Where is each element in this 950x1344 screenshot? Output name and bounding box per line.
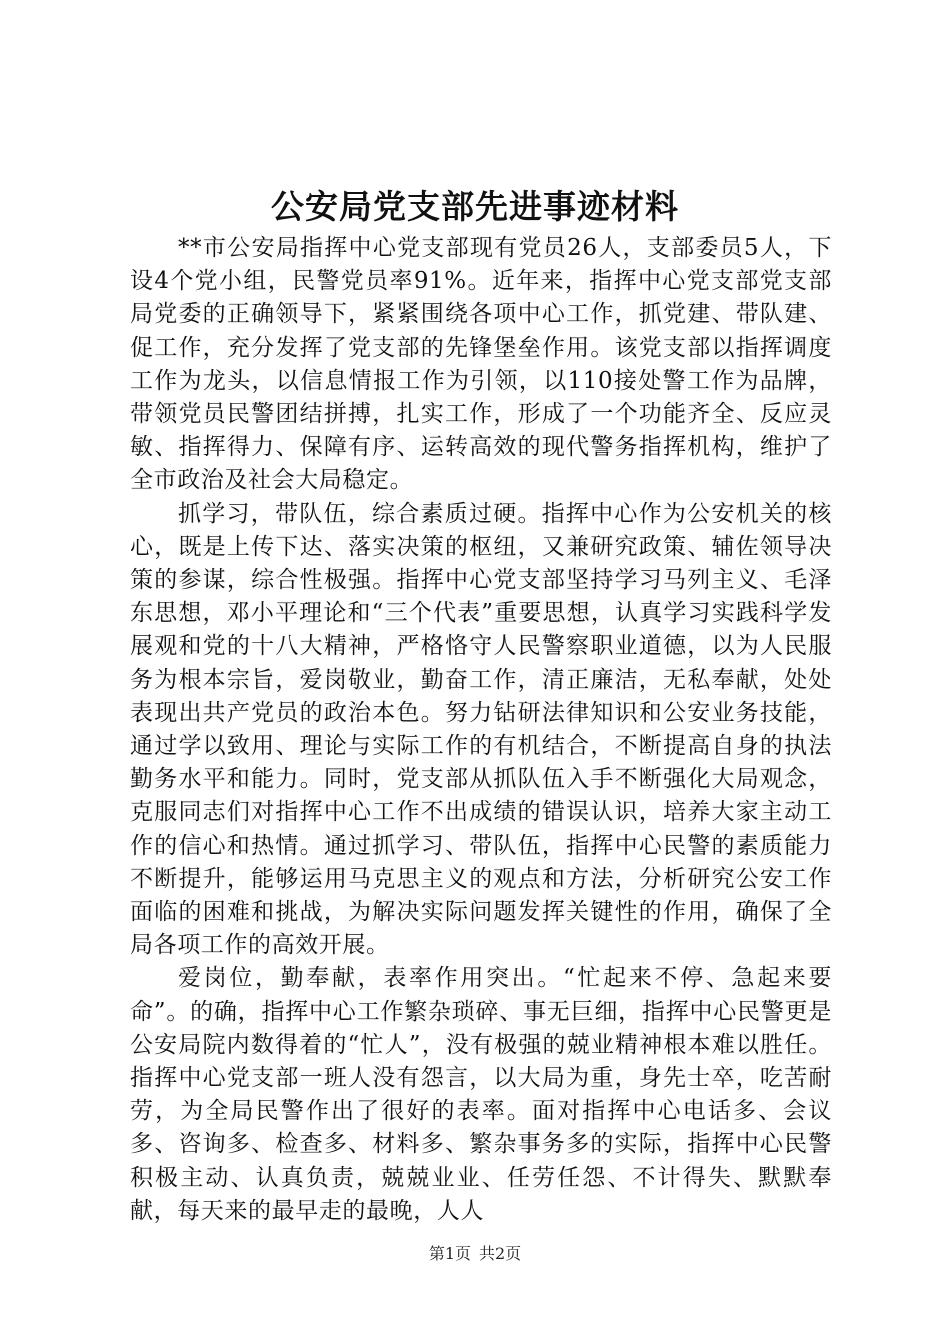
paragraph-intro: **市公安局指挥中心党支部现有党员26人，支部委员5人，下设4个党小组，民警党员率91%。近年来，指挥中心党支部党支部局党委的正确领导下，紧紧围绕各项中心工作，抓党建、带队建、促工作，充分发挥了党支部的先锋堡垒作用。该党支部以指挥调度工作为龙头，以信息情报工作为引领，以110接处警工作为品牌，带领党员民警团结拼搏，扎实工作，形成了一个功能齐全、反应灵敏、指挥得力、保障有序、运转高效的现代警务指挥机构，维护了全市政治及社会大局稳定。 [130, 235, 832, 494]
page-total: 共2页 [479, 1244, 522, 1263]
page-footer [0, 1242, 950, 1266]
document-body [130, 232, 832, 1228]
document-title: 公安局党支部先进事迹材料 [271, 187, 679, 226]
paragraph-study-team: 抓学习，带队伍，综合素质过硬。指挥中心作为公安机关的核心，既是上传下达、落实决策的枢纽，又兼研究政策、辅佐领导决策的参谋，综合性极强。指挥中心党支部坚持学习马列主义、毛泽东思想，邓小平理论和“三个代表”重要思想，认真学习实践科学发展观和党的十八大精神，严格恪守人民警察职业道德，以为人民服务为根本宗旨，爱岗敬业，勤奋工作，清正廉洁，无私奉献，处处表现出共产党员的政治本色。努力钻研法律知识和公安业务技能，通过学以致用、理论与实际工作的有机结合，不断提高自身的执法勤务水平和能力。同时，党支部从抓队伍入手不断强化大局观念，克服同志们对指挥中心工作不出成绩的错误认识，培养大家主动工作的信心和热情。通过抓学习、带队伍，指挥中心民警的素质能力不断提升，能够运用马克思主义的观点和方法，分析研究公安工作面临的困难和挑战，为解决实际问题发挥关键性的作用，确保了全局各项工作的高效开展。 [130, 500, 832, 959]
page-number: 第1页 [428, 1244, 471, 1263]
paragraph-dedication: 爱岗位，勤奉献，表率作用突出。“忙起来不停、急起来要命”。的确，指挥中心工作繁杂琐碎、事无巨细，指挥中心民警更是公安局院内数得着的“忙人”，没有极强的兢业精神根本难以胜任。指挥中心党支部一班人没有怨言，以大局为重，身先士卒，吃苦耐劳，为全局民警作出了很好的表率。面对指挥中心电话多、会议多、咨询多、检查多、材料多、繁杂事务多的实际，指挥中心民警积极主动、认真负责，兢兢业业、任劳任怨、不计得失、默默奉献，每天来的最早走的最晚，人人 [130, 965, 832, 1224]
